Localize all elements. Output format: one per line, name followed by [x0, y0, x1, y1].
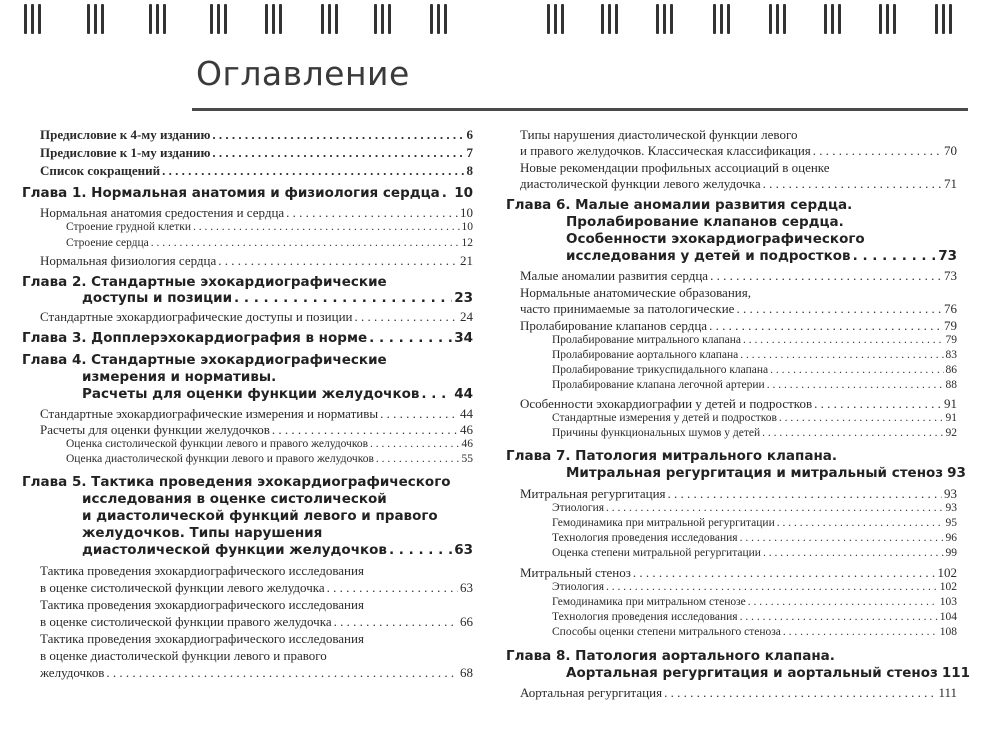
toc-page-number: 76 — [944, 301, 957, 316]
toc-entry[interactable] — [520, 396, 957, 412]
toc-entry-title: Глава 3. Допплерэхокардиография в норме — [22, 330, 368, 346]
toc-chapter-line[interactable] — [22, 330, 473, 346]
binding-ring — [933, 4, 961, 36]
toc-entry-title: Пролабирование митрального клапана — [552, 334, 741, 346]
spiral-binding — [0, 0, 1000, 40]
toc-page-number: 91 — [944, 396, 957, 411]
toc-entry-title: Нормальная физиология сердца — [40, 253, 217, 268]
dot-leader — [355, 309, 458, 325]
toc-entry-title: Аортальная регургитация и аортальный стеноз — [566, 665, 938, 681]
toc-page-number: 46 — [461, 438, 473, 450]
toc-entry[interactable] — [552, 626, 957, 638]
toc-entry[interactable] — [520, 301, 957, 317]
toc-entry[interactable] — [520, 268, 957, 284]
toc-entry[interactable] — [66, 237, 473, 249]
toc-entry-title: исследования у детей и подростков — [566, 248, 851, 264]
toc-entry[interactable]: Типы нарушения диастолической функции левого — [520, 127, 798, 142]
toc-page-number: 92 — [945, 427, 957, 439]
dot-leader — [763, 176, 942, 192]
dot-leader — [633, 565, 936, 581]
toc-entry[interactable] — [552, 517, 957, 529]
toc-entry-title: Расчеты для оценки функции желудочков — [82, 386, 420, 402]
toc-page-number: 111 — [938, 685, 957, 700]
toc-entry[interactable] — [520, 685, 957, 701]
toc-entry-title: Глава 1. Нормальная анатомия и физиология сердца — [22, 185, 440, 201]
toc-chapter-line[interactable] — [82, 386, 473, 402]
toc-page-number: 63 — [460, 580, 473, 595]
toc-page-number: 111 — [941, 665, 971, 681]
toc-entry[interactable] — [552, 532, 957, 544]
toc-chapter-line[interactable]: Глава 6. Малые аномалии развития сердца. — [506, 197, 853, 213]
toc-chapter-line[interactable]: желудочков. Типы нарушения — [82, 525, 323, 541]
toc-entry[interactable]: в оценке диастолической функции левого и правого — [40, 648, 327, 663]
dot-leader — [389, 542, 452, 558]
toc-page-number: 108 — [939, 626, 957, 638]
dot-leader — [763, 547, 944, 559]
toc-chapter-line[interactable]: Глава 2. Стандартные эхокардиографические — [22, 274, 387, 290]
toc-page-number: 23 — [454, 290, 473, 306]
binding-ring — [147, 4, 175, 36]
toc-page-number: 104 — [939, 611, 957, 623]
toc-page-number: 91 — [945, 412, 957, 424]
dot-leader — [783, 626, 938, 638]
dot-leader — [151, 237, 460, 249]
page-title: Оглавление — [196, 54, 410, 93]
toc-entry[interactable] — [552, 412, 957, 424]
toc-entry[interactable] — [40, 163, 473, 179]
toc-entry[interactable] — [552, 596, 957, 608]
toc-page-number: 10 — [461, 221, 473, 233]
toc-page-number: 7 — [466, 145, 473, 160]
toc-page-number: 73 — [938, 248, 957, 264]
toc-entry[interactable] — [552, 547, 957, 559]
toc-entry-title: Митральная регургитация и митральный стеноз — [566, 465, 944, 481]
toc-chapter-line[interactable]: Пролабирование клапанов сердца. — [566, 214, 844, 230]
toc-entry-title: Митральный стеноз — [520, 565, 631, 580]
toc-chapter-line[interactable]: Особенности эхокардиографического — [566, 231, 865, 247]
toc-entry[interactable] — [520, 486, 957, 502]
toc-page-number: 102 — [937, 565, 957, 580]
toc-page-number: 71 — [944, 176, 957, 191]
toc-entry[interactable]: Тактика проведения эхокардиографического исследования — [40, 631, 364, 646]
toc-entry-title: Гемодинамика при митральном стенозе — [552, 596, 746, 608]
toc-page-number: 96 — [945, 532, 957, 544]
toc-entry[interactable] — [552, 611, 957, 623]
dot-leader — [212, 127, 464, 143]
toc-entry-title: Этиология — [552, 581, 605, 593]
toc-entry-title: в оценке систолической функции правого желудочка — [40, 614, 332, 629]
toc-entry-title: Оценка степени митральной регургитации — [552, 547, 761, 559]
binding-ring — [545, 4, 573, 36]
dot-leader — [286, 205, 458, 221]
toc-entry[interactable]: Новые рекомендации профильных ассоциаций в оценке — [520, 160, 830, 175]
dot-leader — [770, 364, 943, 376]
toc-chapter-line[interactable] — [82, 290, 473, 306]
toc-entry-title: желудочков — [40, 665, 105, 680]
toc-entry[interactable] — [40, 614, 473, 630]
toc-entry[interactable] — [40, 580, 473, 596]
dot-leader — [710, 268, 942, 284]
toc-chapter-line[interactable]: исследования в оценке систолической — [82, 491, 387, 507]
toc-entry-title: Пролабирование трикуспидального клапана — [552, 364, 769, 376]
dot-leader — [370, 438, 459, 450]
toc-page-number: 86 — [945, 364, 957, 376]
toc-page-number: 21 — [460, 253, 473, 268]
dot-leader — [162, 163, 464, 179]
binding-ring — [428, 4, 456, 36]
dot-leader — [748, 596, 938, 608]
toc-page-number: 63 — [454, 542, 473, 558]
binding-ring — [372, 4, 400, 36]
toc-entry[interactable] — [552, 334, 957, 346]
toc-entry[interactable] — [552, 349, 957, 361]
toc-entry-title: диастолической функции левого желудочка — [520, 176, 761, 191]
toc-page-number: 12 — [461, 237, 473, 249]
toc-page-number: 46 — [460, 422, 473, 437]
toc-entry-title: Причины функциональных шумов у детей — [552, 427, 761, 439]
dot-leader — [376, 453, 460, 465]
dot-leader — [212, 145, 464, 161]
toc-page-number: 8 — [466, 163, 473, 178]
binding-ring — [22, 4, 50, 36]
toc-entry[interactable] — [40, 665, 473, 681]
toc-chapter-line[interactable] — [22, 185, 473, 201]
toc-entry-title: доступы и позиции — [82, 290, 233, 306]
dot-leader — [740, 611, 938, 623]
dot-leader — [740, 349, 943, 361]
toc-chapter-line[interactable] — [566, 465, 966, 481]
binding-ring — [822, 4, 850, 36]
toc-entry[interactable] — [66, 438, 473, 450]
toc-entry-title: Предисловие к 4-му изданию — [40, 127, 211, 142]
dot-leader — [664, 685, 936, 701]
binding-ring — [877, 4, 905, 36]
toc-entry[interactable] — [66, 221, 473, 233]
toc-page-number: 10 — [460, 205, 473, 220]
toc-entry-title: Способы оценки степени митрального стеноза — [552, 626, 781, 638]
toc-entry-title: Стандартные измерения у детей и подростков — [552, 412, 777, 424]
dot-leader — [853, 248, 937, 264]
toc-page-number: 6 — [466, 127, 473, 142]
dot-leader — [668, 486, 942, 502]
dot-leader — [106, 665, 458, 681]
binding-ring — [654, 4, 682, 36]
dot-leader — [767, 379, 944, 391]
dot-leader — [777, 517, 944, 529]
toc-entry[interactable] — [552, 581, 957, 593]
binding-ring — [263, 4, 291, 36]
toc-entry-title: Нормальная анатомия средостения и сердца — [40, 205, 285, 220]
toc-entry[interactable] — [40, 145, 473, 161]
toc-page-number: 68 — [460, 665, 473, 680]
dot-leader — [193, 221, 459, 233]
toc-entry-title: Малые аномалии развития сердца — [520, 268, 709, 283]
binding-ring — [208, 4, 236, 36]
toc-entry-title: в оценке систолической функции левого желудочка — [40, 580, 325, 595]
toc-entry-title: Аортальная регургитация — [520, 685, 663, 700]
toc-entry-title: Пролабирование клапана легочной артерии — [552, 379, 765, 391]
toc-chapter-line[interactable] — [566, 248, 957, 264]
toc-page-number: 73 — [944, 268, 957, 283]
toc-page-number: 24 — [460, 309, 473, 324]
toc-chapter-line[interactable]: Глава 5. Тактика проведения эхокардиографического — [22, 474, 451, 490]
dot-leader — [327, 580, 458, 596]
toc-entry-title: Технология проведения исследования — [552, 611, 738, 623]
toc-chapter-line[interactable]: и диастолической функций левого и правого — [82, 508, 438, 524]
dot-leader — [369, 330, 452, 346]
binding-ring — [319, 4, 347, 36]
toc-entry[interactable] — [520, 176, 957, 192]
toc-chapter-line[interactable]: Глава 7. Патология митрального клапана. — [506, 448, 838, 464]
toc-entry[interactable] — [40, 253, 473, 269]
toc-page-number: 70 — [944, 143, 957, 158]
toc-page-number: 88 — [945, 379, 957, 391]
toc-page-number: 55 — [461, 453, 473, 465]
toc-entry[interactable] — [40, 406, 473, 422]
toc-entry-title: Пролабирование аортального клапана — [552, 349, 739, 361]
toc-entry-title: Этиология — [552, 502, 605, 514]
dot-leader — [334, 614, 458, 630]
toc-entry-title: Оценка систолической функции левого и правого желудочков — [66, 438, 369, 450]
toc-page-number: 93 — [945, 502, 957, 514]
toc-entry[interactable] — [40, 127, 473, 143]
toc-page-number: 79 — [945, 334, 957, 346]
toc-page-number: 44 — [454, 386, 473, 402]
toc-chapter-line[interactable]: измерения и нормативы. — [82, 369, 277, 385]
dot-leader — [814, 396, 942, 412]
binding-ring — [599, 4, 627, 36]
toc-entry-title: Стандартные эхокардиографические доступы и позиции — [40, 309, 353, 324]
toc-page-number: 99 — [945, 547, 957, 559]
toc-entry[interactable]: Нормальные анатомические образования, — [520, 285, 751, 300]
toc-page-number: 44 — [460, 406, 473, 421]
toc-entry[interactable] — [552, 379, 957, 391]
toc-entry-title: Стандартные эхокардиографические измерения и нормативы — [40, 406, 379, 421]
binding-ring — [767, 4, 795, 36]
toc-entry-title: и правого желудочков. Классическая классификация — [520, 143, 811, 158]
toc-entry-title: Технология проведения исследования — [552, 532, 738, 544]
toc-entry-title: Расчеты для оценки функции желудочков — [40, 422, 270, 437]
dot-leader — [740, 532, 944, 544]
toc-page-number: 83 — [945, 349, 957, 361]
toc-page-number: 79 — [944, 318, 957, 333]
toc-chapter-line[interactable]: Глава 4. Стандартные эхокардиографические — [22, 352, 387, 368]
toc-entry[interactable] — [520, 318, 957, 334]
dot-leader — [442, 185, 452, 201]
dot-leader — [709, 318, 942, 334]
toc-entry[interactable]: Тактика проведения эхокардиографического исследования — [40, 597, 364, 612]
toc-entry-title: диастолической функции желудочков — [82, 542, 387, 558]
binding-ring — [711, 4, 739, 36]
toc-entry[interactable] — [552, 364, 957, 376]
dot-leader — [272, 422, 458, 438]
toc-page-number: 66 — [460, 614, 473, 629]
toc-chapter-line[interactable] — [82, 542, 473, 558]
toc-entry-title: Пролабирование клапанов сердца — [520, 318, 708, 333]
dot-leader — [779, 412, 944, 424]
dot-leader — [234, 290, 452, 306]
dot-leader — [380, 406, 458, 422]
dot-leader — [813, 143, 942, 159]
dot-leader — [606, 502, 943, 514]
dot-leader — [762, 427, 943, 439]
toc-entry-title: часто принимаемые за патологические — [520, 301, 735, 316]
toc-page-number: 103 — [939, 596, 957, 608]
toc-page-number: 93 — [944, 486, 957, 501]
toc-entry[interactable] — [40, 309, 473, 325]
toc-page-number: 93 — [947, 465, 966, 481]
toc-entry-title: Особенности эхокардиографии у детей и подростков — [520, 396, 813, 411]
toc-entry-title: Предисловие к 1-му изданию — [40, 145, 211, 160]
dot-leader — [743, 334, 944, 346]
toc-entry[interactable] — [552, 502, 957, 514]
toc-entry-title: Оценка диастолической функции левого и правого желудочков — [66, 453, 374, 465]
toc-chapter-line[interactable]: Глава 8. Патология аортального клапана. — [506, 648, 835, 664]
toc-entry-title: Гемодинамика при митральной регургитации — [552, 517, 775, 529]
dot-leader — [421, 386, 452, 402]
toc-entry[interactable] — [40, 422, 473, 438]
dot-leader — [736, 301, 942, 317]
toc-chapter-line[interactable] — [566, 665, 971, 681]
toc-entry-title: Митральная регургитация — [520, 486, 666, 501]
dot-leader — [218, 253, 458, 269]
toc-entry[interactable]: Тактика проведения эхокардиографического исследования — [40, 563, 364, 578]
toc-entry[interactable] — [520, 143, 957, 159]
toc-entry[interactable] — [66, 453, 473, 465]
toc-entry-title: Список сокращений — [40, 163, 161, 178]
toc-entry-title: Строение сердца — [66, 237, 149, 249]
binding-ring — [85, 4, 113, 36]
title-rule — [192, 108, 968, 111]
toc-entry[interactable] — [520, 565, 957, 581]
toc-entry-title: Строение грудной клетки — [66, 221, 192, 233]
dot-leader — [606, 581, 938, 593]
toc-entry[interactable] — [552, 427, 957, 439]
toc-page-number: 34 — [454, 330, 473, 346]
toc-page-number: 102 — [939, 581, 957, 593]
toc-entry[interactable] — [40, 205, 473, 221]
toc-page-number: 10 — [454, 185, 473, 201]
toc-page-number: 95 — [945, 517, 957, 529]
